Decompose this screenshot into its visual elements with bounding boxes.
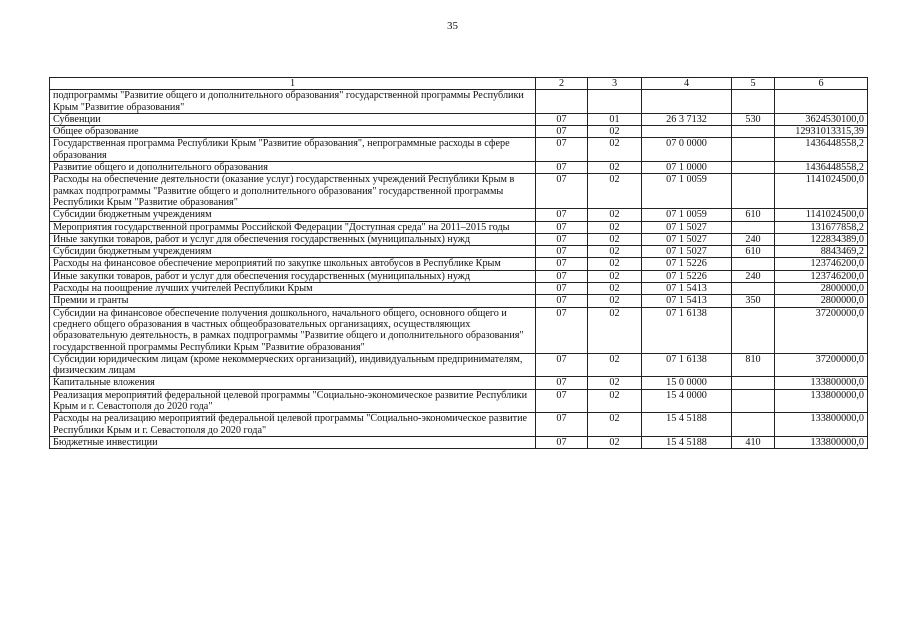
expense-type-cell xyxy=(732,258,775,270)
table-row xyxy=(50,126,868,138)
table-row xyxy=(50,113,868,125)
amount-cell: 133800000,0 xyxy=(775,413,868,437)
subsection-cell: 02 xyxy=(588,270,642,282)
subsection-cell xyxy=(588,90,642,114)
name-cell: Субсидии юридическим лицам (кроме некоммерческих организаций), индивидуальным предпринимателям, физическим лицам xyxy=(50,353,536,377)
expense-type-cell xyxy=(732,413,775,437)
subsection-cell: 02 xyxy=(588,209,642,221)
subsection-cell: 02 xyxy=(588,126,642,138)
table-row xyxy=(50,174,868,209)
amount-cell: 12931013315,39 xyxy=(775,126,868,138)
expense-type-cell xyxy=(732,221,775,233)
table-row xyxy=(50,436,868,448)
expense-type-cell xyxy=(732,377,775,389)
table-row xyxy=(50,270,868,282)
table-row xyxy=(50,162,868,174)
section-cell: 07 xyxy=(536,113,588,125)
article-cell: 07 1 5413 xyxy=(642,295,732,307)
subsection-cell: 01 xyxy=(588,113,642,125)
name-cell: Государственная программа Республики Крым "Развитие образования", непрограммные расходы в сфере образования xyxy=(50,138,536,162)
expense-type-cell: 610 xyxy=(732,246,775,258)
article-cell: 07 0 0000 xyxy=(642,138,732,162)
amount-cell: 3624530100,0 xyxy=(775,113,868,125)
article-cell: 07 1 0000 xyxy=(642,162,732,174)
header-cell: 6 xyxy=(775,78,868,90)
name-cell: Бюджетные инвестиции xyxy=(50,436,536,448)
subsection-cell: 02 xyxy=(588,233,642,245)
table-row xyxy=(50,246,868,258)
expense-type-cell: 240 xyxy=(732,270,775,282)
amount-cell: 123746200,0 xyxy=(775,270,868,282)
expense-type-cell: 810 xyxy=(732,353,775,377)
article-cell: 26 3 7132 xyxy=(642,113,732,125)
name-cell: Субсидии бюджетным учреждениям xyxy=(50,246,536,258)
subsection-cell: 02 xyxy=(588,413,642,437)
subsection-cell: 02 xyxy=(588,246,642,258)
section-cell: 07 xyxy=(536,162,588,174)
subsection-cell: 02 xyxy=(588,174,642,209)
amount-cell: 1436448558,2 xyxy=(775,162,868,174)
amount-cell: 131677858,2 xyxy=(775,221,868,233)
table-row xyxy=(50,138,868,162)
name-cell: Расходы на поощрение лучших учителей Республики Крым xyxy=(50,283,536,295)
subsection-cell: 02 xyxy=(588,138,642,162)
section-cell: 07 xyxy=(536,295,588,307)
amount-cell: 8843469,2 xyxy=(775,246,868,258)
amount-cell: 37200000,0 xyxy=(775,353,868,377)
subsection-cell: 02 xyxy=(588,258,642,270)
table-row xyxy=(50,90,868,114)
article-cell: 07 1 6138 xyxy=(642,307,732,353)
header-cell: 1 xyxy=(50,78,536,90)
article-cell: 15 4 5188 xyxy=(642,413,732,437)
amount-cell: 133800000,0 xyxy=(775,436,868,448)
page-number: 35 xyxy=(447,20,458,32)
section-cell: 07 xyxy=(536,270,588,282)
article-cell: 07 1 5226 xyxy=(642,270,732,282)
table-row xyxy=(50,307,868,353)
article-cell: 07 1 5226 xyxy=(642,258,732,270)
section-cell xyxy=(536,90,588,114)
amount-cell: 133800000,0 xyxy=(775,377,868,389)
subsection-cell: 02 xyxy=(588,436,642,448)
expense-type-cell xyxy=(732,283,775,295)
section-cell: 07 xyxy=(536,209,588,221)
header-cell: 5 xyxy=(732,78,775,90)
expense-type-cell: 240 xyxy=(732,233,775,245)
subsection-cell: 02 xyxy=(588,389,642,413)
name-cell: Капитальные вложения xyxy=(50,377,536,389)
name-cell: Иные закупки товаров, работ и услуг для обеспечения государственных (муниципальных) нужд xyxy=(50,233,536,245)
article-cell: 07 1 6138 xyxy=(642,353,732,377)
table-row xyxy=(50,389,868,413)
amount-cell: 123746200,0 xyxy=(775,258,868,270)
article-cell xyxy=(642,126,732,138)
expense-type-cell xyxy=(732,162,775,174)
article-cell: 07 1 5027 xyxy=(642,221,732,233)
name-cell: Общее образование xyxy=(50,126,536,138)
article-cell: 07 1 0059 xyxy=(642,174,732,209)
table-row xyxy=(50,209,868,221)
section-cell: 07 xyxy=(536,233,588,245)
table-row xyxy=(50,283,868,295)
amount-cell: 133800000,0 xyxy=(775,389,868,413)
amount-cell: 1141024500,0 xyxy=(775,174,868,209)
name-cell: подпрограммы "Развитие общего и дополнительного образования" государственной программы Республики Крым "Развитие образования" xyxy=(50,90,536,114)
expense-type-cell xyxy=(732,138,775,162)
expense-type-cell: 410 xyxy=(732,436,775,448)
table-row xyxy=(50,413,868,437)
name-cell: Развитие общего и дополнительного образования xyxy=(50,162,536,174)
table-row xyxy=(50,377,868,389)
section-cell: 07 xyxy=(536,174,588,209)
subsection-cell: 02 xyxy=(588,221,642,233)
section-cell: 07 xyxy=(536,307,588,353)
header-cell: 2 xyxy=(536,78,588,90)
article-cell: 15 4 5188 xyxy=(642,436,732,448)
expense-type-cell xyxy=(732,126,775,138)
subsection-cell: 02 xyxy=(588,295,642,307)
section-cell: 07 xyxy=(536,283,588,295)
article-cell: 07 1 5027 xyxy=(642,233,732,245)
article-cell: 07 1 0059 xyxy=(642,209,732,221)
name-cell: Расходы на реализацию мероприятий федеральной целевой программы "Социально-экономическое развитие Республики Крым и г. Севастополя до 2020 года" xyxy=(50,413,536,437)
table-row xyxy=(50,233,868,245)
section-cell: 07 xyxy=(536,389,588,413)
section-cell: 07 xyxy=(536,221,588,233)
name-cell: Расходы на обеспечение деятельности (оказание услуг) государственных учреждений Республики Крым в рамках подпрограммы "Развитие общего и дополнительного образования" государственной программы Республики Крым "Развитие образования" xyxy=(50,174,536,209)
amount-cell xyxy=(775,90,868,114)
section-cell: 07 xyxy=(536,246,588,258)
expense-type-cell xyxy=(732,90,775,114)
name-cell: Субвенции xyxy=(50,113,536,125)
table-row xyxy=(50,221,868,233)
expense-type-cell xyxy=(732,307,775,353)
expense-type-cell: 350 xyxy=(732,295,775,307)
table-row xyxy=(50,258,868,270)
amount-cell: 2800000,0 xyxy=(775,283,868,295)
subsection-cell: 02 xyxy=(588,377,642,389)
expense-type-cell: 610 xyxy=(732,209,775,221)
article-cell: 15 4 0000 xyxy=(642,389,732,413)
name-cell: Реализация мероприятий федеральной целевой программы "Социально-экономическое развитие Республики Крым и г. Севастополя до 2020 года" xyxy=(50,389,536,413)
header-row xyxy=(50,78,868,90)
header-cell: 4 xyxy=(642,78,732,90)
section-cell: 07 xyxy=(536,353,588,377)
table-row xyxy=(50,295,868,307)
section-cell: 07 xyxy=(536,413,588,437)
header-cell: 3 xyxy=(588,78,642,90)
article-cell: 07 1 5027 xyxy=(642,246,732,258)
amount-cell: 37200000,0 xyxy=(775,307,868,353)
name-cell: Премии и гранты xyxy=(50,295,536,307)
section-cell: 07 xyxy=(536,377,588,389)
article-cell: 15 0 0000 xyxy=(642,377,732,389)
name-cell: Расходы на финансовое обеспечение мероприятий по закупке школьных автобусов в Республике Крым xyxy=(50,258,536,270)
article-cell xyxy=(642,90,732,114)
section-cell: 07 xyxy=(536,138,588,162)
name-cell: Иные закупки товаров, работ и услуг для обеспечения государственных (муниципальных) нужд xyxy=(50,270,536,282)
budget-table xyxy=(49,77,868,449)
expense-type-cell: 530 xyxy=(732,113,775,125)
amount-cell: 1141024500,0 xyxy=(775,209,868,221)
name-cell: Субсидии на финансовое обеспечение получения дошкольного, начального общего, основного общего и среднего общего образования в частных общеобразовательных организациях, осуществляющих образовательную деятельность, в рамках подпрограммы "Развитие общего и дополнительного образования" государственной программы Республики Крым "Развитие образования" xyxy=(50,307,536,353)
amount-cell: 2800000,0 xyxy=(775,295,868,307)
subsection-cell: 02 xyxy=(588,283,642,295)
table-row xyxy=(50,353,868,377)
expense-type-cell xyxy=(732,174,775,209)
section-cell: 07 xyxy=(536,436,588,448)
expense-type-cell xyxy=(732,389,775,413)
subsection-cell: 02 xyxy=(588,162,642,174)
article-cell: 07 1 5413 xyxy=(642,283,732,295)
subsection-cell: 02 xyxy=(588,353,642,377)
section-cell: 07 xyxy=(536,258,588,270)
name-cell: Мероприятия государственной программы Российской Федерации "Доступная среда" на 2011–2015 годы xyxy=(50,221,536,233)
amount-cell: 1436448558,2 xyxy=(775,138,868,162)
subsection-cell: 02 xyxy=(588,307,642,353)
amount-cell: 122834389,0 xyxy=(775,233,868,245)
name-cell: Субсидии бюджетным учреждениям xyxy=(50,209,536,221)
section-cell: 07 xyxy=(536,126,588,138)
